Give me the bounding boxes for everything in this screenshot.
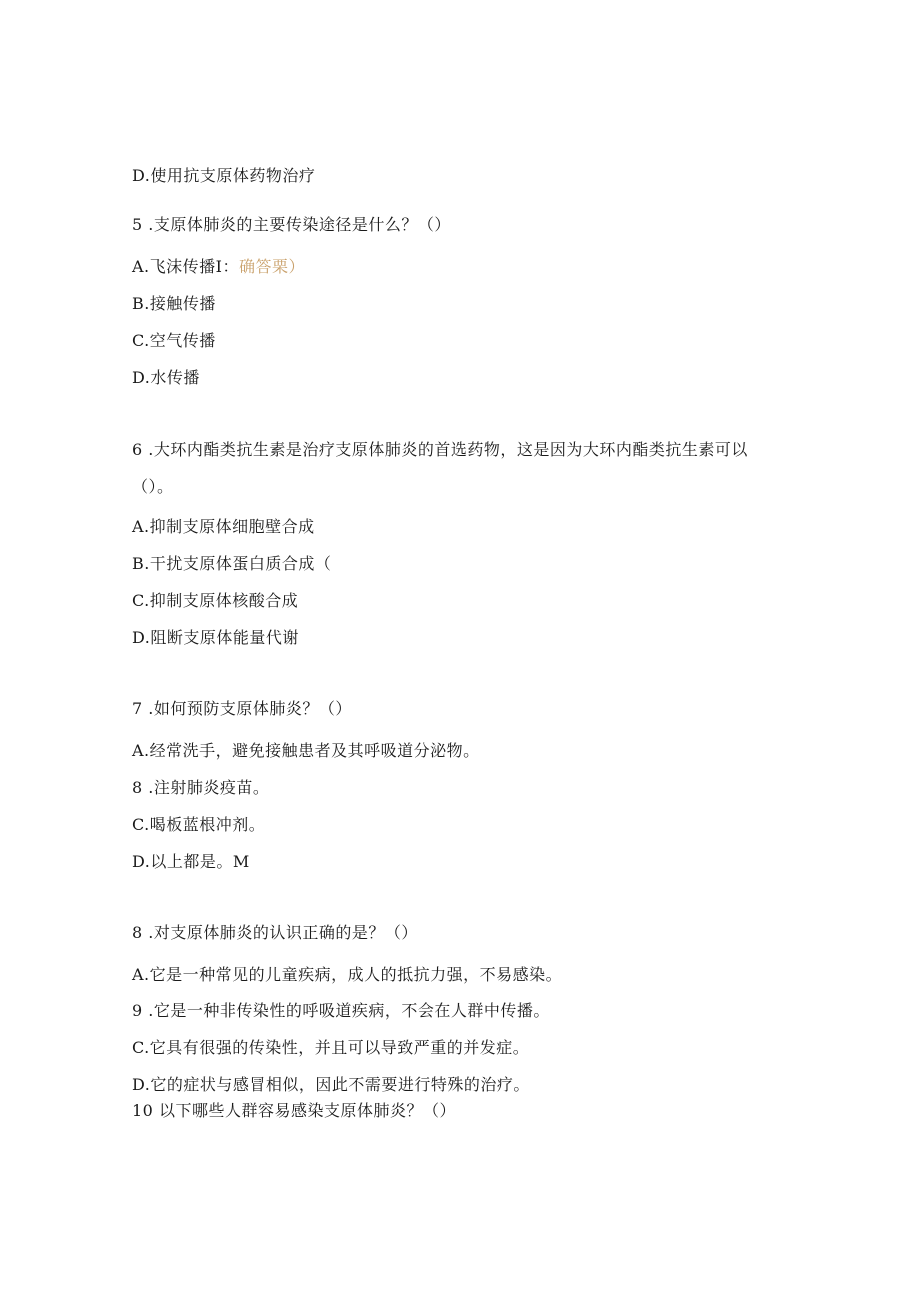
q5-option-b: B.接触传播 bbox=[132, 294, 216, 313]
q8-option-d: D.它的症状与感冒相似，因此不需要进行特殊的治疗。 bbox=[132, 1075, 530, 1094]
q8-question: 8 .对支原体肺炎的认识正确的是？（） bbox=[132, 923, 418, 942]
q10-question: 10 以下哪些人群容易感染支原体肺炎？（） bbox=[132, 1101, 456, 1120]
q6-option-b: B.干扰支原体蛋白质合成（ bbox=[132, 554, 332, 573]
q8-option-c: C.它具有很强的传染性，并且可以导致严重的并发症。 bbox=[132, 1038, 530, 1057]
q6-option-d: D.阻断支原体能量代谢 bbox=[132, 628, 299, 647]
q8-option-a: A.它是一种常见的儿童疾病，成人的抵抗力强，不易感染。 bbox=[132, 965, 563, 984]
q7-option-d: D.以上都是。M bbox=[132, 852, 250, 871]
q7-question: 7 .如何预防支原体肺炎？（） bbox=[132, 699, 352, 718]
q8-option-b: 9 .它是一种非传染性的呼吸道疾病，不会在人群中传播。 bbox=[132, 1001, 550, 1020]
q5-option-a: A.飞沫传播I：确答栗） bbox=[132, 257, 305, 276]
q6-option-a: A.抑制支原体细胞壁合成 bbox=[132, 517, 315, 536]
q4-option-d: D.使用抗支原体药物治疗 bbox=[132, 166, 316, 185]
answer-annotation: 确答栗） bbox=[238, 257, 305, 276]
q5-option-d: D.水传播 bbox=[132, 368, 200, 387]
q6-question-continued: （）。 bbox=[132, 477, 174, 496]
q5-option-c: C.空气传播 bbox=[132, 331, 216, 350]
q6-question: 6 .大环内酯类抗生素是治疗支原体肺炎的首选药物，这是因为大环内酯类抗生素可以 bbox=[132, 440, 748, 459]
q5-question: 5 .支原体肺炎的主要传染途径是什么？（） bbox=[132, 215, 451, 234]
q7-option-b: 8 .注射肺炎疫苗。 bbox=[132, 778, 270, 797]
q7-option-c: C.喝板蓝根冲剂。 bbox=[132, 815, 266, 834]
q6-option-c: C.抑制支原体核酸合成 bbox=[132, 591, 299, 610]
q7-option-a: A.经常洗手，避免接触患者及其呼吸道分泌物。 bbox=[132, 741, 480, 760]
